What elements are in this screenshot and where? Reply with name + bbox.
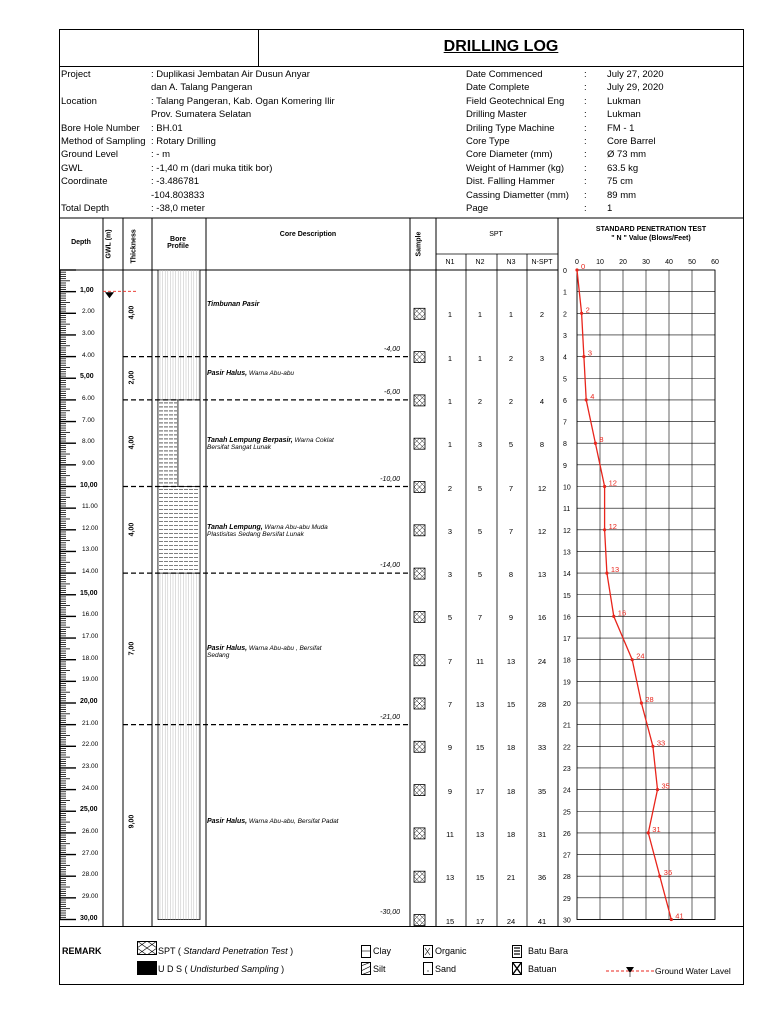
spt-point-label: 13	[610, 565, 620, 575]
info-colon: :	[584, 203, 587, 214]
spt-sample-icon	[414, 611, 425, 622]
chart-y-tick: 2	[563, 311, 567, 319]
spt-n1-value: 7	[447, 700, 453, 709]
chart-y-tick: 26	[563, 830, 571, 838]
chart-y-tick: 1	[563, 289, 567, 297]
info-value: -104.803833	[151, 189, 205, 201]
spt-n3-value: 1	[508, 310, 514, 320]
layer-thickness: 4,00	[128, 305, 136, 320]
depth-label: 20,00	[80, 698, 98, 705]
layer-bottom-depth: -30,00	[380, 908, 400, 916]
info-colon: :	[584, 82, 587, 94]
info-value: Lukman	[607, 109, 641, 121]
layer-bottom-depth: -21,00	[380, 713, 400, 721]
chart-y-tick: 12	[563, 527, 571, 535]
info-value: Core Barrel	[607, 136, 656, 147]
spt-point-label: 41	[675, 911, 684, 921]
spt-n3-value: 24	[506, 916, 516, 926]
info-label: Coordinate	[61, 176, 108, 188]
info-value: Lukman	[607, 95, 641, 107]
spt-sample-icon	[414, 395, 425, 406]
depth-label: 18.00	[82, 654, 99, 662]
spt-n1-value: 1	[447, 353, 453, 363]
layer-desc: Warna Abu-abu	[247, 370, 295, 378]
batu-bara-legend-text: Batu Bara	[528, 946, 569, 956]
spt-n3-value: 21	[506, 873, 516, 883]
info-value: : - m	[151, 149, 170, 161]
depth-label: 10,00	[80, 481, 98, 489]
spt-point	[670, 918, 673, 921]
chart-y-tick: 27	[563, 852, 571, 860]
spt-nspt-value: 33	[537, 743, 547, 753]
info-colon: :	[584, 109, 587, 121]
spt-sample-icon	[414, 568, 425, 579]
n1-header: N1	[445, 259, 455, 266]
info-label: Dist. Falling Hammer	[466, 176, 555, 188]
info-value: : Talang Pangeran, Kab. Ogan Komering Ilir	[151, 95, 335, 107]
chart-y-tick: 25	[563, 809, 571, 817]
spt-nspt-value: 24	[537, 656, 547, 666]
info-label: Project	[61, 69, 91, 80]
spt-point	[594, 442, 597, 445]
layer-description	[207, 437, 334, 451]
depth-label: 27.00	[82, 849, 99, 857]
chart-y-tick: 19	[563, 679, 571, 687]
clay-legend-text: Clay	[373, 946, 392, 956]
sand-legend-icon	[423, 962, 433, 975]
spt-n3-value: 18	[506, 829, 516, 839]
spt-n3-value: 18	[506, 743, 516, 753]
chart-x-tick: 30	[642, 259, 650, 266]
spt-point-label: 35	[661, 781, 670, 791]
spt-sample-icon	[414, 352, 425, 363]
spt-point	[582, 355, 585, 358]
info-colon: :	[584, 136, 587, 147]
depth-label: 26.00	[82, 827, 99, 835]
chart-y-tick: 13	[563, 549, 571, 557]
silt-legend-icon	[361, 962, 371, 975]
depth-label: 1,00	[80, 286, 94, 294]
info-value: dan A. Talang Pangeran	[151, 82, 253, 94]
thickness-header: Thickness	[130, 229, 138, 264]
spt-sample-icon	[414, 741, 425, 752]
chart-y-tick: 20	[563, 701, 571, 708]
sand-legend-text: Sand	[435, 964, 457, 974]
chart-y-tick: 4	[563, 354, 567, 362]
spt-point-label: 12	[608, 478, 617, 488]
info-label: Core Diameter (mm)	[466, 149, 553, 161]
spt-n1-value: 9	[447, 786, 453, 796]
batuan-legend-text: Batuan	[528, 964, 557, 974]
spt-point	[640, 701, 643, 704]
depth-label: 25,00	[80, 806, 98, 814]
uds-legend-icon	[137, 961, 157, 975]
spt-n2-value: 5	[477, 526, 483, 536]
depth-header: Depth	[71, 239, 91, 246]
info-colon: :	[584, 162, 587, 174]
organic-legend-text: Organic	[435, 946, 467, 956]
core-description-header: Core Description	[279, 231, 337, 238]
chart-y-tick: 22	[563, 744, 571, 752]
spt-nspt-value: 16	[537, 613, 547, 623]
batu-bara-legend-icon	[512, 945, 522, 958]
info-value: : Duplikasi Jembatan Air Dusun Anyar	[151, 69, 310, 80]
spt-legend-text: SPT ( Standard Penetration Test )	[158, 946, 294, 956]
layer-name: Timbunan Pasir	[207, 301, 260, 309]
chart-y-tick: 5	[563, 376, 567, 384]
chart-y-tick: 17	[563, 636, 571, 644]
n2-header: N2	[475, 259, 485, 266]
gwl-legend-text: Ground Water Lavel	[655, 966, 731, 976]
depth-label: 21.00	[82, 719, 99, 727]
layer-thickness: 7,00	[128, 641, 136, 656]
chart-y-tick: 23	[563, 765, 571, 773]
info-value: : Rotary Drilling	[151, 136, 216, 147]
spt-nspt-value: 12	[537, 483, 547, 493]
depth-label: 13.00	[82, 546, 99, 554]
spt-n1-value: 13	[445, 873, 455, 883]
info-label: Date Commenced	[466, 69, 543, 80]
depth-label: 6.00	[82, 394, 95, 402]
depth-label: 2.00	[82, 308, 95, 316]
info-label: Location	[61, 95, 97, 107]
info-colon: :	[584, 122, 587, 134]
spt-point-label: 0	[581, 262, 586, 271]
spt-nspt-value: 8	[539, 440, 545, 450]
info-value: : -3.486781	[151, 176, 200, 188]
chart-y-tick: 10	[563, 484, 571, 492]
info-label: Page	[466, 203, 489, 214]
gwl-legend-icon	[606, 964, 654, 978]
spt-point	[605, 572, 608, 575]
info-value: 63.5 kg	[607, 162, 639, 174]
sample-header: Sample	[415, 231, 423, 257]
spt-n2-value: 7	[477, 613, 483, 623]
info-value: : -38,0 meter	[151, 203, 205, 214]
spt-nspt-value: 4	[539, 396, 545, 406]
layer-name: Pasir Halus,	[207, 644, 248, 652]
layer-desc: Warna Abu-abu , Bersifat	[247, 644, 322, 652]
chart-y-tick: 24	[563, 787, 571, 795]
spt-n3-value: 7	[508, 526, 514, 536]
uds-legend-text: U D S ( Undisturbed Sampling )	[158, 964, 285, 974]
spt-n1-value: 1	[447, 396, 453, 406]
info-colon: :	[584, 69, 587, 80]
depth-label: 29.00	[82, 892, 99, 900]
chart-y-tick: 15	[563, 592, 571, 600]
spt-n2-value: 17	[475, 786, 485, 796]
spt-sample-icon	[414, 525, 425, 536]
spt-point-label: 24	[636, 651, 645, 661]
spt-n3-value: 7	[508, 483, 514, 493]
chart-y-tick: 14	[563, 571, 571, 579]
info-label: Ground Level	[61, 149, 119, 161]
info-value: July 29, 2020	[607, 82, 664, 94]
depth-label: 12.00	[82, 524, 99, 532]
layer-desc: Warna Abu-abu, Bersifat Padat	[247, 818, 339, 826]
depth-label: 7.00	[82, 416, 95, 424]
spt-sample-icon	[414, 655, 425, 666]
chart-x-tick: 60	[711, 259, 719, 266]
info-value: FM - 1	[607, 122, 635, 134]
spt-n2-value: 3	[477, 440, 483, 450]
spt-point	[656, 788, 659, 791]
spt-n1-value: 7	[447, 656, 453, 666]
spt-n1-value: 1	[447, 440, 453, 450]
spt-nspt-value: 36	[537, 873, 547, 883]
layer-desc-2: Bersifat Sangat Lunak	[207, 444, 271, 452]
spt-n2-value: 17	[475, 916, 485, 926]
depth-label: 22.00	[82, 741, 99, 749]
spt-nspt-value: 3	[539, 353, 545, 363]
chart-y-tick: 9	[563, 462, 567, 470]
spt-n3-value: 13	[506, 656, 516, 666]
spt-chart-subtitle: " N " Value (Blows/Feet)	[611, 235, 691, 242]
chart-y-tick: 21	[563, 722, 571, 730]
spt-sample-icon	[414, 438, 425, 449]
spt-point	[603, 528, 606, 531]
spt-point	[647, 831, 650, 834]
layer-bottom-depth: -4,00	[384, 345, 400, 353]
info-value: 1	[607, 203, 613, 214]
spt-sample-icon	[414, 308, 425, 319]
chart-x-tick: 20	[619, 259, 627, 266]
depth-label: 30,00	[80, 914, 98, 922]
info-label: GWL	[61, 162, 83, 174]
spt-point	[603, 485, 606, 488]
layer-desc: Warna Abu-abu Muda	[262, 523, 328, 531]
spt-point	[651, 745, 654, 748]
gwl-header: GWL (m)	[105, 229, 113, 259]
layer-thickness: 2,00	[128, 370, 136, 385]
spt-point-label: 8	[599, 435, 604, 445]
spt-sample-icon	[414, 871, 425, 882]
chart-y-tick: 29	[563, 895, 571, 903]
info-label: Drilling Master	[466, 109, 527, 121]
spt-sample-icon	[414, 698, 425, 709]
spt-sample-icon	[414, 785, 425, 796]
chart-y-tick: 11	[563, 506, 571, 514]
layer-description	[207, 645, 322, 659]
spt-n3-value: 15	[506, 700, 516, 709]
chart-y-tick: 16	[563, 614, 571, 622]
spt-n1-value: 2	[447, 483, 453, 493]
layer-bottom-depth: -6,00	[384, 388, 400, 396]
nspt-header: N-SPT	[531, 259, 553, 266]
remark-label: REMARK	[62, 946, 102, 956]
info-colon: :	[584, 149, 587, 161]
spt-n2-value: 5	[477, 570, 483, 580]
spt-n1-value: 9	[447, 743, 453, 753]
spt-n1-value: 11	[446, 829, 454, 839]
info-value: : BH.01	[151, 122, 183, 134]
spt-nspt-value: 2	[539, 310, 545, 320]
layer-name: Tanah Lempung Berpasir,	[207, 437, 293, 445]
spt-n1-value: 3	[447, 526, 453, 536]
spt-point-label: 12	[608, 521, 617, 531]
depth-label: 4.00	[82, 351, 95, 359]
layer-description	[207, 301, 259, 308]
info-label: Date Complete	[466, 82, 530, 94]
spt-n2-value: 13	[475, 829, 485, 839]
layer-name: Pasir Halus,	[207, 818, 248, 826]
depth-label: 16.00	[82, 611, 99, 619]
organic-legend-icon	[423, 945, 433, 958]
spt-point	[658, 875, 661, 878]
layer-desc: Warna Coklat	[292, 437, 334, 445]
spt-sample-icon	[414, 915, 425, 926]
info-label: Core Type	[466, 136, 510, 147]
chart-y-tick: 6	[563, 397, 567, 405]
depth-label: 24.00	[82, 784, 99, 792]
depth-label: 14.00	[82, 568, 99, 576]
layer-bottom-depth: -10,00	[380, 475, 400, 483]
chart-y-tick: 28	[563, 874, 571, 882]
chart-x-tick: 10	[596, 259, 604, 266]
spt-point	[585, 398, 588, 401]
spt-n1-value: 5	[447, 613, 453, 623]
layer-thickness: 4,00	[128, 435, 136, 450]
spt-nspt-value: 12	[537, 526, 547, 536]
info-label: Weight of Hammer (kg)	[466, 162, 565, 174]
spt-n1-value: 15	[445, 916, 455, 926]
spt-nspt-value: 28	[537, 700, 547, 709]
layer-bottom-depth: -14,00	[380, 562, 400, 570]
spt-point	[575, 268, 578, 271]
spt-nspt-value: 31	[537, 829, 547, 839]
spt-n2-value: 13	[475, 700, 485, 709]
spt-point	[580, 312, 583, 315]
spt-n2-value: 1	[477, 310, 483, 320]
spt-point-label: 3	[587, 348, 593, 358]
info-value: Ø 73 mm	[607, 149, 647, 161]
info-value: 89 mm	[607, 189, 637, 201]
chart-y-tick: 30	[563, 917, 571, 925]
layer-name: Pasir Halus,	[207, 370, 248, 378]
info-label: Method of Sampling	[61, 136, 146, 147]
spt-n3-value: 2	[508, 353, 514, 363]
chart-y-tick: 7	[563, 419, 567, 427]
depth-label: 15,00	[80, 589, 98, 597]
depth-label: 23.00	[82, 762, 99, 770]
layer-thickness: 9,00	[128, 814, 136, 829]
batuan-legend-icon	[512, 962, 522, 975]
depth-label: 19.00	[82, 676, 99, 684]
chart-y-tick: 3	[563, 332, 567, 340]
layer-description	[207, 524, 328, 538]
layer-description	[207, 818, 339, 825]
chart-y-tick: 8	[563, 441, 567, 449]
spt-point-label: 16	[617, 608, 627, 618]
depth-label: 9.00	[82, 459, 95, 467]
info-label: Bore Hole Number	[61, 122, 140, 134]
spt-n3-value: 2	[508, 396, 514, 406]
info-label: Driling Type Machine	[466, 122, 555, 134]
spt-point-label: 28	[645, 695, 654, 704]
clay-legend-icon	[361, 945, 371, 958]
spt-sample-icon	[414, 482, 425, 493]
depth-label: 17.00	[82, 633, 99, 641]
spt-legend-icon	[137, 941, 157, 955]
layer-desc-2: Plastisitas Sedang Bersifat Lunak	[207, 530, 304, 538]
spt-header: SPT	[489, 231, 503, 238]
spt-sample-icon	[414, 828, 425, 839]
chart-x-tick: 40	[665, 259, 673, 266]
page-title: DRILLING LOG	[443, 38, 559, 55]
spt-chart-title: STANDARD PENETRATION TEST	[595, 226, 707, 233]
spt-n2-value: 2	[477, 396, 483, 406]
bore-profile-header: Bore Profile	[167, 236, 189, 250]
info-value: : -1,40 m (dari muka titik bor)	[151, 162, 273, 174]
info-value: 75 cm	[607, 176, 633, 188]
spt-point-label: 33	[656, 738, 666, 748]
spt-n3-value: 18	[506, 786, 516, 796]
spt-n3-value: 5	[508, 440, 514, 450]
layer-thickness: 4,00	[128, 522, 136, 537]
info-colon: :	[584, 176, 587, 188]
info-value: July 27, 2020	[607, 69, 664, 80]
layer-description	[207, 370, 294, 377]
spt-nspt-value: 35	[537, 786, 547, 796]
n3-header: N3	[506, 259, 516, 266]
spt-point-label: 2	[585, 305, 590, 315]
spt-n1-value: 1	[447, 310, 453, 320]
depth-label: 5,00	[80, 373, 94, 381]
spt-n3-value: 8	[508, 570, 514, 580]
spt-n1-value: 3	[447, 570, 453, 580]
layer-desc-2: Sedang	[207, 651, 230, 659]
spt-nspt-value: 13	[537, 570, 547, 580]
info-label: Cassing Diametter (mm)	[466, 189, 569, 201]
silt-legend-text: Silt	[373, 964, 386, 974]
spt-nspt-value: 41	[537, 916, 547, 926]
info-colon: :	[584, 189, 587, 201]
spt-n2-value: 15	[475, 873, 485, 883]
layer-name: Tanah Lempung,	[207, 523, 263, 531]
info-label: Total Depth	[61, 203, 110, 214]
info-value: Prov. Sumatera Selatan	[151, 109, 252, 121]
chart-y-tick: 18	[563, 657, 571, 665]
spt-point-label: 31	[652, 824, 661, 834]
chart-x-tick: 0	[575, 259, 579, 266]
depth-label: 3.00	[82, 329, 95, 337]
chart-y-tick: 0	[563, 268, 567, 275]
spt-n2-value: 11	[476, 656, 484, 666]
spt-point	[612, 615, 615, 618]
spt-n2-value: 1	[477, 353, 483, 363]
depth-label: 11.00	[82, 503, 98, 511]
spt-n3-value: 9	[508, 613, 514, 623]
spt-point-label: 4	[590, 391, 595, 401]
depth-label: 8.00	[82, 438, 95, 446]
spt-n2-value: 5	[477, 483, 483, 493]
depth-label: 28.00	[82, 871, 99, 879]
chart-x-tick: 50	[688, 259, 696, 266]
spt-point-label: 36	[663, 868, 673, 878]
info-colon: :	[584, 95, 587, 107]
info-label: Field Geotechnical Eng	[466, 95, 565, 107]
spt-n2-value: 15	[475, 743, 485, 753]
spt-point	[631, 658, 634, 661]
